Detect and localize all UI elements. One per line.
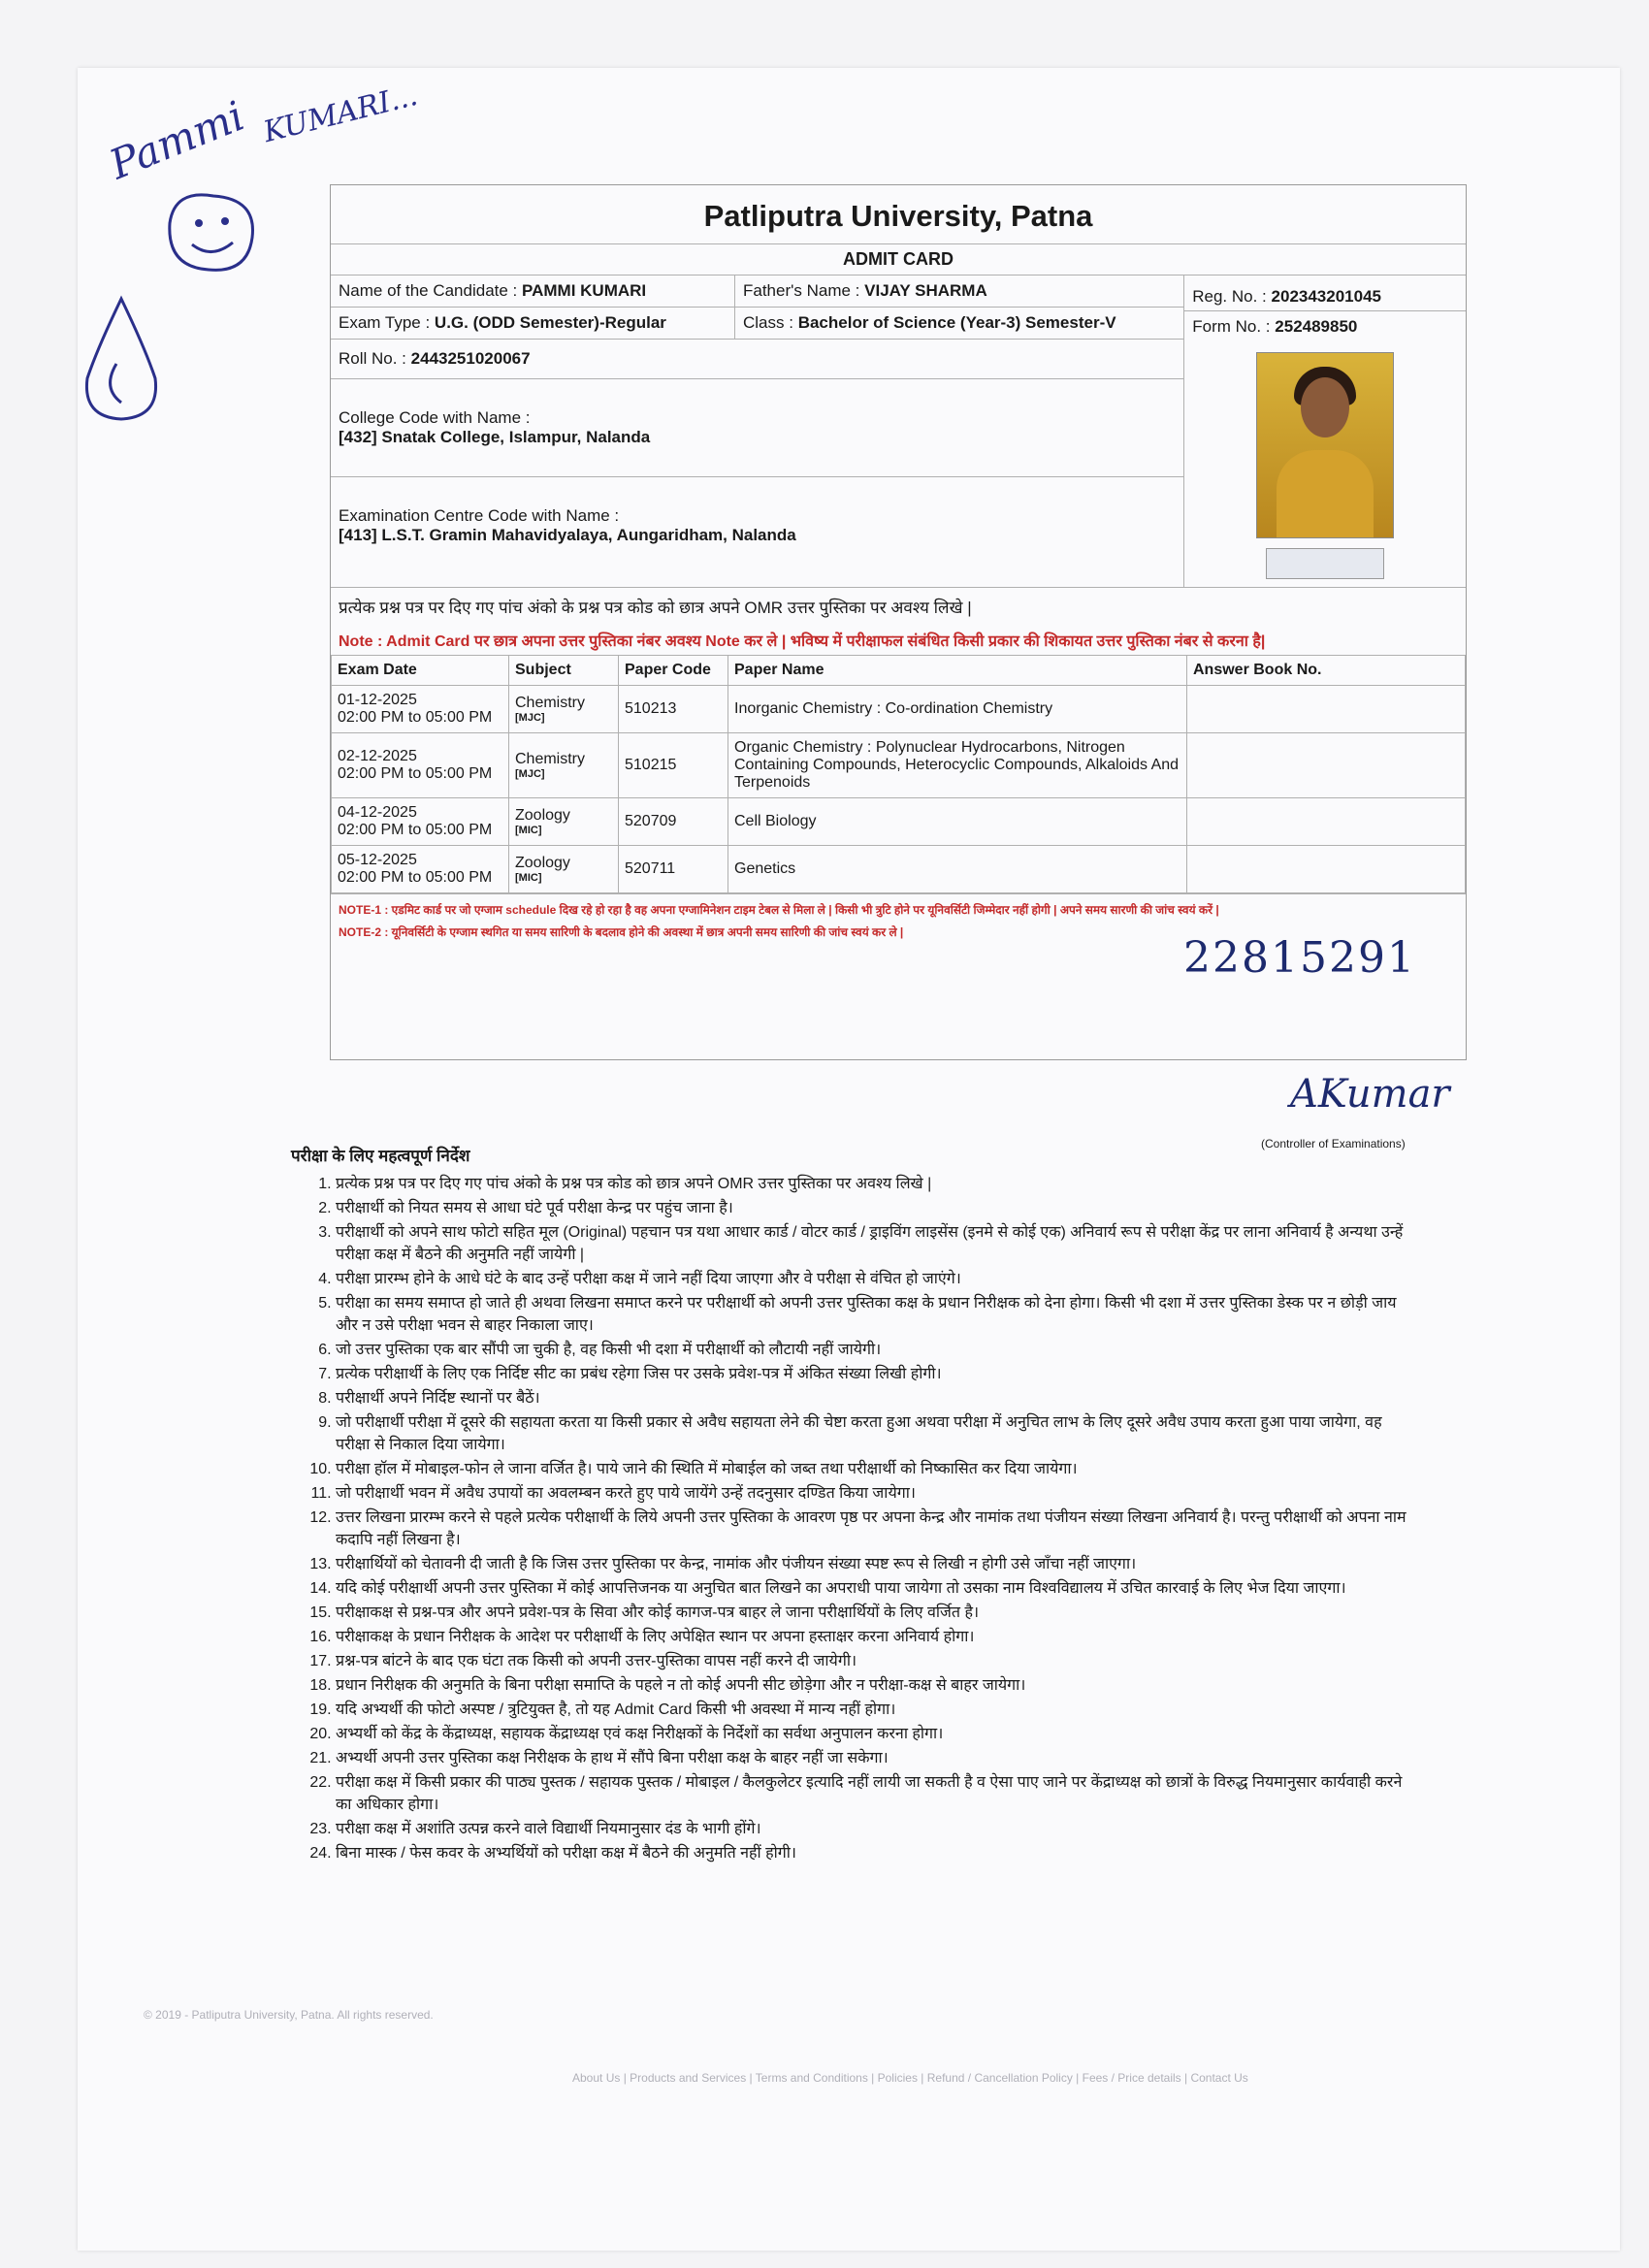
roll-label: Roll No. : <box>339 349 406 368</box>
paper-code: 520709 <box>619 798 728 846</box>
centre-field <box>331 501 804 551</box>
instruction-item: 5. परीक्षा का समय समाप्त हो जाते ही अथवा लिखना समाप्त करने पर परीक्षार्थी को अपनी उत्तर पुस्तिका कक्ष के प्रधान निरीक्षक को देना होगा। किसी भी दशा में उत्तर पुस्तिका डेस्क पर न छोड़ी जाय और न उसे परीक्षा भवन से बाहर निकाला जाए। <box>336 1292 1406 1337</box>
instruction-item: 7. प्रत्येक परीक्षार्थी के लिए एक निर्दिष्ट सीट का प्रबंध रहेगा जिस पर उसके प्रवेश-पत्र में अंकित संख्या लिखी होगी। <box>336 1363 1406 1385</box>
reg-label: Reg. No. : <box>1192 287 1267 306</box>
college-label: College Code with Name : <box>339 408 531 427</box>
table-row <box>332 846 1466 893</box>
instruction-item: 6. जो उत्तर पुस्तिका एक बार सौंपी जा चुकी है, वह किसी भी दशा में परीक्षार्थी को लौटायी नहीं जायेगी। <box>336 1339 1406 1361</box>
controller-signature: AKumar <box>1290 1072 1450 1117</box>
schedule-header-row <box>332 656 1466 686</box>
subject-tag: [MJC] <box>515 712 545 724</box>
form-label: Form No. : <box>1192 317 1271 336</box>
exam-date: 02-12-2025 <box>338 748 417 764</box>
footer-copyright: © 2019 - Patliputra University, Patna. All rights reserved. <box>144 2008 434 2022</box>
subject: Zoology <box>515 807 570 824</box>
father-name-field <box>735 275 1183 307</box>
subject: Chemistry <box>515 751 586 767</box>
class-field <box>735 308 1183 339</box>
col-paper-code: Paper Code <box>619 656 728 686</box>
answer-book-cell <box>1187 798 1466 846</box>
instruction-item: 8. परीक्षार्थी अपने निर्दिष्ट स्थानों पर बैठें। <box>336 1387 1406 1409</box>
subject-tag: [MJC] <box>515 768 545 780</box>
candidate-details <box>331 275 1184 587</box>
paper-code: 510213 <box>619 686 728 733</box>
note-1: NOTE-1 : एडमिट कार्ड पर जो एग्जाम schedule दिख रहे हो रहा है वह अपना एग्जामिनेशन टाइम टेबल से मिला ले | किसी भी त्रुटि होने पर यूनिवर्सिटी जिम्मेदार नहीं होगी | अपने समय सारणी की जांच स्वयं करें | <box>339 903 1219 917</box>
reg-field <box>1184 275 1466 310</box>
form-value: 252489850 <box>1275 317 1358 336</box>
instruction-item: 1. प्रत्येक प्रश्न पत्र पर दिए गए पांच अंको के प्रश्न पत्र कोड को छात्र अपने OMR उत्तर पुस्तिका पर अवश्य लिखे | <box>336 1173 1406 1195</box>
paper-name: Genetics <box>728 846 1187 893</box>
paper-name: Cell Biology <box>728 798 1187 846</box>
instruction-item: 18. प्रधान निरीक्षक की अनुमति के बिना परीक्षा समाप्ति के पहले न तो कोई अपनी सीट छोड़ेगा और न परीक्षा-कक्ष से बाहर जायेगा। <box>336 1674 1406 1697</box>
exam-date: 01-12-2025 <box>338 692 417 708</box>
exam-date: 05-12-2025 <box>338 852 417 868</box>
controller-label: (Controller of Examinations) <box>1261 1137 1406 1150</box>
exam-time: 02:00 PM to 05:00 PM <box>338 765 493 782</box>
instruction-item: 10. परीक्षा हॉल में मोबाइल-फोन ले जाना वर्जित है। पाये जाने की स्थिति में मोबाईल को जब्त तथा परीक्षार्थी को निष्कासित कर दिया जायेगा। <box>336 1458 1406 1480</box>
father-name-label: Father's Name : <box>743 281 860 300</box>
subject: Zoology <box>515 855 570 871</box>
class-value: Bachelor of Science (Year-3) Semester-V <box>797 313 1116 332</box>
instructions-title: परीक्षा के लिए महत्वपूर्ण निर्देश <box>291 1147 470 1165</box>
instructions-list <box>291 1173 1406 1864</box>
drop-doodle-icon <box>68 291 175 427</box>
instruction-item: 9. जो परीक्षार्थी परीक्षा में दूसरे की सहायता करता या किसी प्रकार से अवैध सहायता लेने की चेष्टा करता हुआ अथवा परीक्षा में अनुचित लाभ के लिए दूसरे अवैध उपाय करता हुआ पाया जायेगा, वह परीक्षा से निकाल दिया जायेगा। <box>336 1411 1406 1456</box>
footer-links: About Us | Products and Services | Terms and Conditions | Policies | Refund / Cancellation Policy | Fees / Price details | Contact Us <box>572 2071 1248 2085</box>
paper-name: Inorganic Chemistry : Co-ordination Chemistry <box>728 686 1187 733</box>
subject-tag: [MIC] <box>515 825 542 836</box>
candidate-photo <box>1256 352 1394 538</box>
father-name-value: VIJAY SHARMA <box>864 281 987 300</box>
exam-instructions <box>291 1145 1406 1866</box>
instruction-item: 12. उत्तर लिखना प्रारम्भ करने से पहले प्रत्येक परीक्षार्थी के लिये अपनी उत्तर पुस्तिका के आवरण पृष्ठ पर अपना केन्द्र और नामांक तथा पंजीयन संख्या लिखना अनिवार्य है। परन्तु परीक्षार्थी को अपना नाम कदापि नहीं लिखना है। <box>336 1507 1406 1551</box>
candidate-name-field <box>331 275 735 307</box>
handwritten-name-1: Pammi <box>103 91 251 189</box>
admit-card <box>330 184 1467 1060</box>
handwritten-answer-book-number: 22815291 <box>1183 933 1416 983</box>
instruction-item: 14. यदि कोई परीक्षार्थी अपनी उत्तर पुस्तिका में कोई आपत्तिजनक या अनुचित बात लिखने का अपराधी पाया जायेगा तो उसका नाम विश्वविद्यालय में उचित कारवाई के लिए भेज दिया जाएगा। <box>336 1577 1406 1600</box>
exam-schedule-table <box>331 655 1466 893</box>
col-subject: Subject <box>509 656 619 686</box>
instruction-item: 4. परीक्षा प्रारम्भ होने के आधे घंटे के बाद उन्हें परीक्षा कक्ष में जाने नहीं दिया जाएगा और वे परीक्षा से वंचित हो जाएंगे। <box>336 1268 1406 1290</box>
exam-type-value: U.G. (ODD Semester)-Regular <box>434 313 666 332</box>
instruction-item: 21. अभ्यर्थी अपनी उत्तर पुस्तिका कक्ष निरीक्षक के हाथ में सौंपे बिना परीक्षा कक्ष के बाहर नहीं जा सकेगा। <box>336 1747 1406 1769</box>
form-field <box>1184 310 1466 342</box>
subject-tag: [MIC] <box>515 872 542 884</box>
instruction-item: 22. परीक्षा कक्ष में किसी प्रकार की पाठ्य पुस्तक / सहायक पुस्तक / मोबाइल / कैलकुलेटर इत्यादि नहीं लायी जा सकती है व ऐसा पाए जाने पर केंद्राध्यक्ष को छात्रों के विरुद्ध नियमानुसार कार्यवाही करने का अधिकार होगा। <box>336 1771 1406 1816</box>
paper-name: Organic Chemistry : Polynuclear Hydrocarbons, Nitrogen Containing Compounds, Heterocyclic Compounds, Alkaloids And Terpenoids <box>728 733 1187 798</box>
instruction-item: 23. परीक्षा कक्ष में अशांति उत्पन्न करने वाले विद्यार्थी नियमानुसार दंड के भागी होंगे। <box>336 1818 1406 1840</box>
instruction-item: 11. जो परीक्षार्थी भवन में अवैध उपायों का अवलम्बन करते हुए पाये जायेंगे उन्हें तदनुसार दण्डित किया जायेगा। <box>336 1482 1406 1505</box>
candidate-name-value: PAMMI KUMARI <box>522 281 647 300</box>
exam-time: 02:00 PM to 05:00 PM <box>338 709 493 726</box>
instruction-item: 24. बिना मास्क / फेस कवर के अभ्यर्थियों को परीक्षा कक्ष में बैठने की अनुमति नहीं होगी। <box>336 1842 1406 1864</box>
exam-date: 04-12-2025 <box>338 804 417 821</box>
table-row <box>332 686 1466 733</box>
exam-type-field <box>331 308 735 339</box>
col-paper-name: Paper Name <box>728 656 1187 686</box>
exam-time: 02:00 PM to 05:00 PM <box>338 869 493 886</box>
instruction-item: 3. परीक्षार्थी को अपने साथ फोटो सहित मूल (Original) पहचान पत्र यथा आधार कार्ड / वोटर कार्ड / ड्राइविंग लाइसेंस (इनमे से कोई एक) अनिवार्य रूप से परीक्षा केंद्र पर लाना अनिवार्य है अन्यथा उन्हें परीक्षा कक्ष में बैठने की अनुमति नहीं जायेगी | <box>336 1221 1406 1266</box>
instruction-item: 2. परीक्षार्थी को नियत समय से आधा घंटे पूर्व परीक्षा केन्द्र पर पहुंच जाना है। <box>336 1197 1406 1219</box>
roll-field <box>331 340 538 378</box>
answer-book-cell <box>1187 846 1466 893</box>
omr-instruction: प्रत्येक प्रश्न पत्र पर दिए गए पांच अंको के प्रश्न पत्र कोड को छात्र अपने OMR उत्तर पुस्तिका पर अवश्य लिखे | <box>339 599 972 617</box>
college-field <box>331 403 658 453</box>
paper-code: 520711 <box>619 846 728 893</box>
candidate-name-label: Name of the Candidate : <box>339 281 518 300</box>
centre-value: [413] L.S.T. Gramin Mahavidyalaya, Aungaridham, Nalanda <box>339 526 796 544</box>
exam-type-label: Exam Type : <box>339 313 431 332</box>
exam-time: 02:00 PM to 05:00 PM <box>338 822 493 838</box>
roll-value: 2443251020067 <box>410 349 531 368</box>
col-exam-date: Exam Date <box>332 656 509 686</box>
instruction-item: 13. परीक्षार्थियों को चेतावनी दी जाती है कि जिस उत्तर पुस्तिका पर केन्द्र, नामांक और पंजीयन संख्या स्पष्ट रूप से लिखी न होगी उसे जाँचा नहीं जाएगा। <box>336 1553 1406 1575</box>
table-row <box>332 733 1466 798</box>
paper-code: 510215 <box>619 733 728 798</box>
answer-book-cell <box>1187 686 1466 733</box>
instruction-item: 19. यदि अभ्यर्थी की फोटो अस्पष्ट / त्रुटियुक्त है, तो यह Admit Card किसी भी अवस्था में मान्य नहीं होगा। <box>336 1699 1406 1721</box>
note-2: NOTE-2 : यूनिवर्सिटी के एग्जाम स्थगित या समय सारिणी के बदलाव होने की अवस्था में छात्र अपनी समय सारिणी की जांच स्वयं कर ले | <box>339 925 904 939</box>
subject: Chemistry <box>515 695 586 711</box>
instruction-item: 20. अभ्यर्थी को केंद्र के केंद्राध्यक्ष, सहायक केंद्राध्यक्ष एवं कक्ष निरीक्षकों के निर्देशों का सर्वथा अनुपालन करना होगा। <box>336 1723 1406 1745</box>
handwritten-name-2: KUMARI... <box>260 78 421 150</box>
answer-book-cell <box>1187 733 1466 798</box>
centre-label: Examination Centre Code with Name : <box>339 506 620 525</box>
smiley-doodle-icon <box>155 184 272 281</box>
admit-card-title: ADMIT CARD <box>331 243 1466 275</box>
photo-column <box>1184 275 1466 587</box>
instruction-item: 17. प्रश्न-पत्र बांटने के बाद एक घंटा तक किसी को अपनी उत्तर-पुस्तिका वापस नहीं करने दी जायेगी। <box>336 1650 1406 1672</box>
candidate-signature <box>1266 548 1384 579</box>
reg-value: 202343201045 <box>1271 287 1381 306</box>
instruction-item: 16. परीक्षाकक्ष के प्रधान निरीक्षक के आदेश पर परीक्षार्थी के लिए अपेक्षित स्थान पर अपना हस्ताक्षर करना अनिवार्य होगा। <box>336 1626 1406 1648</box>
candidate-info-block <box>331 275 1466 587</box>
answer-book-note: Note : Admit Card पर छात्र अपना उत्तर पुस्तिका नंबर अवश्य Note कर ले | भविष्य में परीक्षाफल संबंधित किसी प्रकार की शिकायत उत्तर पुस्तिका नंबर से करना है| <box>339 633 1266 650</box>
class-label: Class : <box>743 313 793 332</box>
instruction-item: 15. परीक्षाकक्ष से प्रश्न-पत्र और अपने प्रवेश-पत्र के सिवा और कोई कागज-पत्र बाहर ले जाना परीक्षार्थियों के लिए वर्जित है। <box>336 1602 1406 1624</box>
table-row <box>332 798 1466 846</box>
university-title: Patliputra University, Patna <box>703 199 1093 233</box>
col-answer-book: Answer Book No. <box>1187 656 1466 686</box>
college-value: [432] Snatak College, Islampur, Nalanda <box>339 428 651 446</box>
